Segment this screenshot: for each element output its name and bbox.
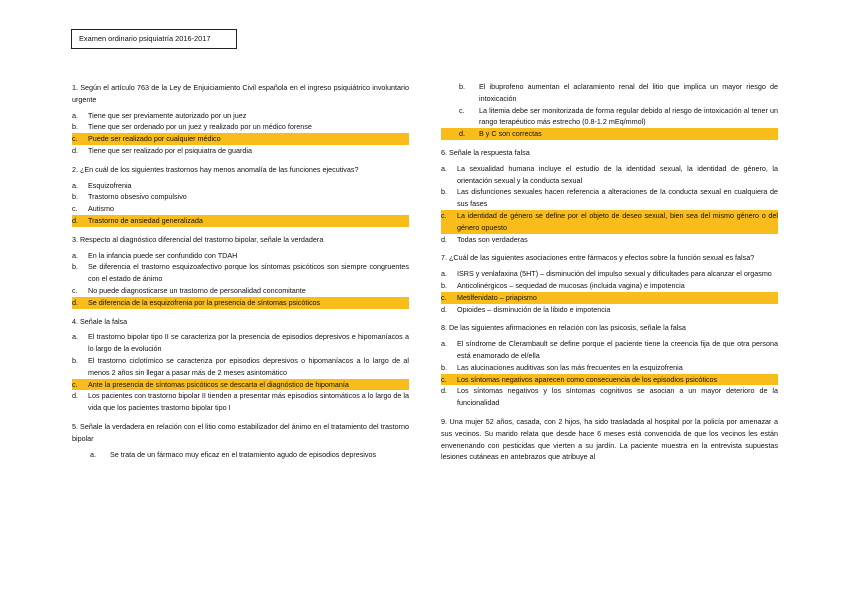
option-text: Las alucinaciones auditivas son las más frecuentes en la esquizofrenia xyxy=(457,362,683,372)
question-continuation xyxy=(441,81,778,140)
option-letter: a. xyxy=(72,250,78,260)
option-letter: d. xyxy=(441,234,447,244)
question-block xyxy=(441,147,778,245)
answer-option xyxy=(72,250,409,262)
answer-option-highlighted xyxy=(72,379,409,391)
answer-option-highlighted xyxy=(441,210,778,234)
answer-option-highlighted xyxy=(441,374,778,386)
exam-title-box xyxy=(71,29,237,49)
options-list xyxy=(72,250,409,309)
question-block xyxy=(72,164,409,227)
answer-option xyxy=(441,234,778,246)
option-text: Los síntomas negativos y los síntomas cognitivos se asocian a un mayor deterioro de la funcionalidad xyxy=(457,386,778,408)
options-list xyxy=(72,110,409,157)
option-letter: a. xyxy=(441,163,447,173)
option-text: Todas son verdaderas xyxy=(457,234,528,244)
question-text: 1. Según el artículo 763 de la Ley de Enjuiciamiento Civil española en el ingreso psiquiátrico involuntario urgente xyxy=(72,83,409,104)
left-column xyxy=(72,82,409,467)
option-letter: d. xyxy=(459,129,465,139)
question-text: 7. ¿Cuál de las siguientes asociaciones entre fármacos y efectos sobre la función sexual es falsa? xyxy=(441,253,755,263)
answer-option xyxy=(72,261,409,285)
answer-option xyxy=(441,268,778,280)
option-letter: a. xyxy=(72,180,78,190)
option-letter: d. xyxy=(72,297,78,307)
option-text: Anticolinérgicos – sequedad de mucosas (incluida vagina) e impotencia xyxy=(457,280,685,290)
option-letter: b. xyxy=(441,280,447,290)
question-block xyxy=(72,234,409,309)
option-text: Tiene que ser previamente autorizado por un juez xyxy=(88,110,247,120)
options-list xyxy=(441,338,778,409)
answer-option-highlighted xyxy=(72,297,409,309)
option-text: Tiene que ser ordenado por un juez y realizado por un médico forense xyxy=(88,122,312,132)
option-text: La litemia debe ser monitorizada de forma regular debido al riesgo de intoxicación al tener un rango terapéutico más estrecho (0.8-1.2 mEq/mmol) xyxy=(479,105,778,127)
option-text: Autismo xyxy=(88,204,114,214)
option-text: Puede ser realizado por cualquier médico xyxy=(88,134,221,144)
answer-option xyxy=(441,338,778,362)
question-block xyxy=(72,316,409,414)
option-letter: d. xyxy=(72,391,78,401)
option-letter: b. xyxy=(72,355,78,365)
answer-option xyxy=(72,110,409,122)
option-text: B y C son correctas xyxy=(479,129,542,139)
options-list xyxy=(72,449,409,461)
option-text: Se diferencia el trastorno esquizoafectivo porque los síntomas psicóticos son siempre congruentes con el estado de ánimo xyxy=(88,262,409,284)
option-letter: a. xyxy=(72,110,78,120)
options-list xyxy=(72,331,409,414)
option-text: Trastorno de ansiedad generalizada xyxy=(88,215,203,225)
option-text: Metilfenidato – priapismo xyxy=(457,292,537,302)
option-text: Trastorno obsesivo compulsivo xyxy=(88,192,187,202)
option-letter: c. xyxy=(441,292,447,302)
option-letter: d. xyxy=(441,386,447,396)
answer-option xyxy=(72,145,409,157)
option-letter: b. xyxy=(72,192,78,202)
option-letter: b. xyxy=(459,82,465,91)
option-text: El ibuprofeno aumentan el aclaramiento renal del litio que implica un mayor riesgo de intoxicación xyxy=(479,82,778,103)
answer-option xyxy=(441,304,778,316)
answer-option-highlighted xyxy=(441,128,778,140)
option-text: Los pacientes con trastorno bipolar II tienden a presentar más episodios sintomáticos a lo largo de la vida que los pacientes trastorno bipolar tipo I xyxy=(88,391,409,413)
option-text: La identidad de género se define por el objeto de deseo sexual, bien sea del mismo género o del género opuesto xyxy=(457,210,778,232)
option-letter: d. xyxy=(72,145,78,155)
answer-option-highlighted xyxy=(72,215,409,227)
answer-option xyxy=(72,180,409,192)
option-letter: c. xyxy=(72,134,78,144)
answer-option xyxy=(441,163,778,187)
question-9-text: 9. Una mujer 52 años, casada, con 2 hijos, ha sido trasladada al hospital por la policía por amenazar a sus vecinos. Su marido relata que desde hace 6 meses está convencida de que los vecinos les están envenenando con pesticidas que vierten a su jardín. La paciente muestra en la entrevista supuestas lesiones cutáneas en antebrazos que atribuye al xyxy=(441,416,778,462)
option-letter: a. xyxy=(441,269,447,279)
answer-option xyxy=(72,390,409,414)
answer-option-highlighted xyxy=(441,292,778,304)
option-text: Se trata de un fármaco muy eficaz en el tratamiento agudo de episodios depresivos xyxy=(110,449,377,459)
answer-option xyxy=(72,355,409,379)
question-block xyxy=(72,421,409,460)
answer-option xyxy=(441,105,778,129)
option-letter: b. xyxy=(441,187,447,197)
question-block xyxy=(441,252,778,315)
option-letter: b. xyxy=(72,122,78,132)
option-text: Se diferencia de la esquizofrenia por la presencia de síntomas psicóticos xyxy=(88,297,321,307)
option-letter: c. xyxy=(441,210,447,220)
answer-option xyxy=(441,385,778,409)
answer-option xyxy=(72,449,409,461)
answer-option xyxy=(441,280,778,292)
options-list xyxy=(72,180,409,227)
question-text: 5. Señale la verdadera en relación con el litio como estabilizador del ánimo en el tratamiento del trastorno bipolar xyxy=(72,421,409,443)
option-text: El trastorno ciclotímico se caracteriza por episodios depresivos o hipomaníacos a lo largo de al menos 2 años sin llegar a pasar más de 2 meses asintomático xyxy=(88,355,409,377)
option-text: Los síntomas negativos aparecen como consecuencia de los episodios psicóticos xyxy=(457,374,718,384)
option-letter: c. xyxy=(72,379,78,389)
option-text: ISRS y venlafaxina (5HT) – disminución del impulso sexual y dificultades para alcanzar el orgasmo xyxy=(457,269,772,279)
question-text: 8. De las siguientes afirmaciones en relación con las psicosis, señale la falsa xyxy=(441,323,686,333)
option-text: La sexualidad humana incluye el estudio de la identidad sexual, la identidad de género, la orientación sexual y la conducta sexual xyxy=(457,163,778,185)
option-letter: a. xyxy=(72,332,78,342)
option-letter: c. xyxy=(441,374,447,384)
option-letter: b. xyxy=(72,262,78,272)
question-block xyxy=(441,322,778,409)
answer-option xyxy=(441,186,778,210)
option-letter: b. xyxy=(441,362,447,372)
answer-option xyxy=(72,191,409,203)
option-text: Esquizofrenia xyxy=(88,180,132,190)
question-text: 2. ¿En cuál de los siguientes trastornos hay menos anomalía de las funciones ejecutivas? xyxy=(72,164,359,174)
option-letter: c. xyxy=(72,204,78,214)
option-text: No puede diagnosticarse un trastorno de personalidad concomitante xyxy=(88,285,306,295)
option-letter: a. xyxy=(90,449,96,459)
answer-option-highlighted xyxy=(72,133,409,145)
answer-option xyxy=(441,81,778,105)
answer-option xyxy=(72,121,409,133)
exam-title: Examen ordinario psiquiatría 2016-2017 xyxy=(79,34,211,43)
option-text: Las disfunciones sexuales hacen referencia a alteraciones de la conducta sexual en cualquiera de sus fases xyxy=(457,187,778,209)
option-text: El trastorno bipolar tipo II se caracteriza por la presencia de episodios depresivos e hipomaníacos a lo largo de la evolución xyxy=(88,332,409,354)
option-text: Tiene que ser realizado por el psiquiatra de guardia xyxy=(88,145,252,155)
option-text: En la infancia puede ser confundido con TDAH xyxy=(88,250,238,260)
option-text: Opioides – disminución de la libido e impotencia xyxy=(457,304,611,314)
options-list xyxy=(441,163,778,246)
answer-option xyxy=(72,285,409,297)
answer-option xyxy=(441,362,778,374)
option-text: Ante la presencia de síntomas psicóticos se descarta el diagnóstico de hipomanía xyxy=(88,379,349,389)
question-text: 3. Respecto al diagnóstico diferencial del trastorno bipolar, señale la verdadera xyxy=(72,234,324,244)
option-letter: d. xyxy=(72,215,78,225)
option-letter: c. xyxy=(72,285,78,295)
option-text: El síndrome de Clerambault se define porque el paciente tiene la creencia fija de que otra persona está enamorado de el/ella xyxy=(457,339,778,360)
right-column xyxy=(441,81,778,463)
option-letter: c. xyxy=(459,105,465,115)
answer-option xyxy=(72,331,409,355)
option-letter: d. xyxy=(441,304,447,314)
options-list xyxy=(441,81,778,140)
question-text: 4. Señale la falsa xyxy=(72,316,128,326)
option-letter: a. xyxy=(441,339,447,349)
question-text: 6. Señale la respuesta falsa xyxy=(441,147,530,157)
options-list xyxy=(441,268,778,315)
answer-option xyxy=(72,203,409,215)
question-block xyxy=(72,82,409,157)
